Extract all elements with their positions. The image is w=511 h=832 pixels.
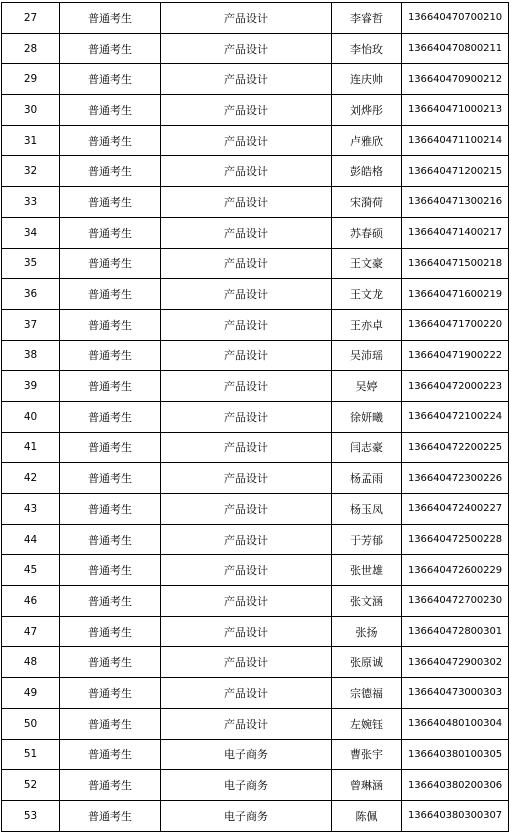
table-row [2,156,509,187]
exam-id-cell: 136640472300226 [402,463,509,494]
row-number-cell: 41 [2,432,60,463]
table-row [2,708,509,739]
candidate-type-cell: 普通考生 [60,494,161,525]
exam-id-cell: 136640473000303 [402,678,509,709]
row-number-cell: 39 [2,371,60,402]
row-number-cell: 42 [2,463,60,494]
row-number-cell: 44 [2,524,60,555]
exam-id-cell: 136640471200215 [402,156,509,187]
candidate-name-cell: 左婉钰 [332,708,402,739]
major-cell: 产品设计 [161,64,332,95]
candidate-type-cell: 普通考生 [60,217,161,248]
row-number-cell: 30 [2,95,60,126]
candidate-name-cell: 吴婷 [332,371,402,402]
candidate-type-cell: 普通考生 [60,125,161,156]
candidate-name-cell: 曾琳涵 [332,770,402,801]
row-number-cell: 31 [2,125,60,156]
row-number-cell: 48 [2,647,60,678]
exam-id-cell: 136640471400217 [402,217,509,248]
candidate-type-cell: 普通考生 [60,555,161,586]
major-cell: 产品设计 [161,708,332,739]
row-number-cell: 40 [2,401,60,432]
candidate-name-cell: 宋漪荷 [332,187,402,218]
exam-id-cell: 136640472700230 [402,586,509,617]
candidate-type-cell: 普通考生 [60,401,161,432]
exam-id-cell: 136640472500228 [402,524,509,555]
candidate-name-cell: 连庆帅 [332,64,402,95]
candidate-name-cell: 曹张宇 [332,739,402,770]
candidate-name-cell: 彭皓格 [332,156,402,187]
row-number-cell: 52 [2,770,60,801]
major-cell: 产品设计 [161,248,332,279]
candidate-name-cell: 苏春硕 [332,217,402,248]
candidate-name-cell: 王亦卓 [332,309,402,340]
major-cell: 产品设计 [161,125,332,156]
row-number-cell: 49 [2,678,60,709]
candidate-type-cell: 普通考生 [60,463,161,494]
candidate-type-cell: 普通考生 [60,187,161,218]
table-row [2,586,509,617]
candidate-name-cell: 王文龙 [332,279,402,310]
table-row [2,279,509,310]
major-cell: 电子商务 [161,739,332,770]
candidate-type-cell: 普通考生 [60,524,161,555]
table-row [2,33,509,64]
exam-id-cell: 136640471600219 [402,279,509,310]
candidate-type-cell: 普通考生 [60,770,161,801]
major-cell: 产品设计 [161,156,332,187]
candidate-type-cell: 普通考生 [60,33,161,64]
exam-id-cell: 136640471300216 [402,187,509,218]
candidate-type-cell: 普通考生 [60,248,161,279]
major-cell: 产品设计 [161,494,332,525]
exam-id-cell: 136640380100305 [402,739,509,770]
candidate-type-cell: 普通考生 [60,95,161,126]
exam-id-cell: 136640470800211 [402,33,509,64]
exam-id-cell: 136640472800301 [402,616,509,647]
major-cell: 产品设计 [161,279,332,310]
candidate-name-cell: 张文涵 [332,586,402,617]
exam-id-cell: 136640470700210 [402,3,509,34]
candidate-name-cell: 王文豪 [332,248,402,279]
row-number-cell: 37 [2,309,60,340]
table-row [2,340,509,371]
candidate-type-cell: 普通考生 [60,3,161,34]
major-cell: 产品设计 [161,3,332,34]
candidate-name-cell: 宗德福 [332,678,402,709]
row-number-cell: 32 [2,156,60,187]
major-cell: 产品设计 [161,647,332,678]
row-number-cell: 38 [2,340,60,371]
table-row [2,770,509,801]
table-row [2,463,509,494]
exam-id-cell: 136640380300307 [402,800,509,831]
table-row [2,739,509,770]
table-row [2,800,509,831]
exam-id-cell: 136640471000213 [402,95,509,126]
candidate-type-cell: 普通考生 [60,371,161,402]
candidate-type-cell: 普通考生 [60,800,161,831]
candidate-name-cell: 陈佩 [332,800,402,831]
candidate-type-cell: 普通考生 [60,647,161,678]
major-cell: 产品设计 [161,187,332,218]
candidate-type-cell: 普通考生 [60,432,161,463]
candidate-name-cell: 李睿哲 [332,3,402,34]
row-number-cell: 34 [2,217,60,248]
candidate-type-cell: 普通考生 [60,616,161,647]
candidate-type-cell: 普通考生 [60,708,161,739]
candidate-type-cell: 普通考生 [60,309,161,340]
candidate-type-cell: 普通考生 [60,739,161,770]
candidate-name-cell: 张原诚 [332,647,402,678]
row-number-cell: 51 [2,739,60,770]
major-cell: 电子商务 [161,800,332,831]
row-number-cell: 28 [2,33,60,64]
exam-id-cell: 136640472000223 [402,371,509,402]
candidate-type-cell: 普通考生 [60,279,161,310]
major-cell: 产品设计 [161,463,332,494]
major-cell: 产品设计 [161,555,332,586]
exam-id-cell: 136640471700220 [402,309,509,340]
row-number-cell: 33 [2,187,60,218]
major-cell: 产品设计 [161,33,332,64]
major-cell: 产品设计 [161,586,332,617]
major-cell: 产品设计 [161,401,332,432]
major-cell: 产品设计 [161,616,332,647]
table-row [2,647,509,678]
candidate-name-cell: 吴沛瑶 [332,340,402,371]
table-row [2,64,509,95]
candidate-name-cell: 李怡玫 [332,33,402,64]
candidate-name-cell: 闫志豪 [332,432,402,463]
row-number-cell: 50 [2,708,60,739]
exam-id-cell: 136640472400227 [402,494,509,525]
candidate-table-body [2,3,509,832]
candidate-name-cell: 卢雅欣 [332,125,402,156]
row-number-cell: 27 [2,3,60,34]
table-row [2,3,509,34]
exam-id-cell: 136640470900212 [402,64,509,95]
exam-id-cell: 136640472100224 [402,401,509,432]
table-row [2,187,509,218]
candidate-type-cell: 普通考生 [60,586,161,617]
exam-id-cell: 136640471100214 [402,125,509,156]
major-cell: 产品设计 [161,678,332,709]
table-row [2,494,509,525]
candidate-name-cell: 徐妍曦 [332,401,402,432]
major-cell: 产品设计 [161,309,332,340]
exam-id-cell: 136640380200306 [402,770,509,801]
table-row [2,524,509,555]
table-row [2,432,509,463]
row-number-cell: 47 [2,616,60,647]
exam-id-cell: 136640472200225 [402,432,509,463]
major-cell: 产品设计 [161,217,332,248]
major-cell: 产品设计 [161,432,332,463]
table-row [2,125,509,156]
candidate-type-cell: 普通考生 [60,156,161,187]
candidate-name-cell: 杨孟雨 [332,463,402,494]
candidate-type-cell: 普通考生 [60,678,161,709]
table-row [2,371,509,402]
row-number-cell: 29 [2,64,60,95]
table-row [2,616,509,647]
exam-id-cell: 136640480100304 [402,708,509,739]
major-cell: 产品设计 [161,371,332,402]
candidate-type-cell: 普通考生 [60,64,161,95]
table-row [2,309,509,340]
exam-id-cell: 136640472900302 [402,647,509,678]
row-number-cell: 45 [2,555,60,586]
candidate-name-cell: 张扬 [332,616,402,647]
table-row [2,401,509,432]
exam-id-cell: 136640472600229 [402,555,509,586]
exam-id-cell: 136640471900222 [402,340,509,371]
candidate-name-cell: 于芳郁 [332,524,402,555]
row-number-cell: 36 [2,279,60,310]
major-cell: 产品设计 [161,524,332,555]
row-number-cell: 53 [2,800,60,831]
candidate-table [1,2,509,832]
row-number-cell: 46 [2,586,60,617]
candidate-name-cell: 刘烨彤 [332,95,402,126]
major-cell: 产品设计 [161,95,332,126]
exam-id-cell: 136640471500218 [402,248,509,279]
table-row [2,217,509,248]
table-row [2,678,509,709]
table-row [2,248,509,279]
row-number-cell: 35 [2,248,60,279]
table-row [2,555,509,586]
candidate-name-cell: 张世雄 [332,555,402,586]
table-row [2,95,509,126]
candidate-type-cell: 普通考生 [60,340,161,371]
major-cell: 产品设计 [161,340,332,371]
candidate-name-cell: 杨玉凤 [332,494,402,525]
row-number-cell: 43 [2,494,60,525]
major-cell: 电子商务 [161,770,332,801]
